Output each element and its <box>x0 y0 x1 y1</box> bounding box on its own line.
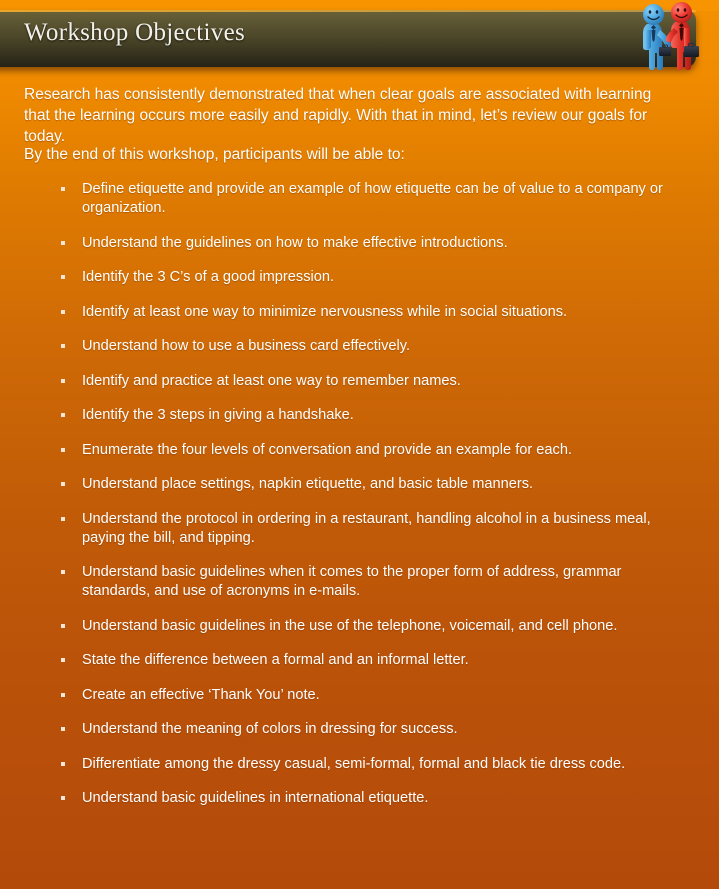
list-item-label: Differentiate among the dressy casual, semi-formal, formal and black tie dress code. <box>82 755 626 772</box>
list-item-label: Create an effective ‘Thank You’ note. <box>82 686 320 703</box>
list-item <box>60 337 690 356</box>
list-item-label: Enumerate the four levels of conversation and provide an example for each. <box>82 441 572 458</box>
list-item <box>60 406 690 425</box>
list-item <box>60 441 690 460</box>
list-item <box>60 268 690 287</box>
list-item-label: Understand the guidelines on how to make effective introductions. <box>82 234 508 251</box>
bullet-square-icon <box>61 275 65 279</box>
list-item-label: State the difference between a formal and an informal letter. <box>82 652 469 668</box>
bullet-square-icon <box>61 517 65 521</box>
list-item <box>60 720 690 739</box>
list-item-label: Understand basic guidelines in international etiquette. <box>82 790 429 806</box>
page-title: Workshop Objectives <box>24 19 246 46</box>
title-bar <box>0 10 696 67</box>
two-businesspeople-handshake-icon <box>634 0 704 72</box>
list-item-label: Identify at least one way to minimize nervousness while in social situations. <box>82 303 568 320</box>
bullet-square-icon <box>61 762 65 766</box>
list-item-label: Understand basic guidelines when it comes to the proper form of address, grammar standards, and use of acronyms in e-mails. <box>82 564 622 599</box>
list-item <box>60 372 690 391</box>
list-item-label: Understand how to use a business card effectively. <box>82 338 411 354</box>
bullet-square-icon <box>61 727 65 731</box>
list-item-label: Identify the 3 steps in giving a handshake. <box>82 407 354 423</box>
list-item <box>60 234 690 253</box>
list-item-label: Understand place settings, napkin etiquette, and basic table manners. <box>82 476 534 492</box>
list-item-label: Identify the 3 C’s of a good impression. <box>82 269 335 285</box>
list-item <box>60 510 690 548</box>
list-item <box>60 686 690 705</box>
bullet-square-icon <box>61 693 65 697</box>
objectives-list <box>60 180 690 824</box>
bullet-square-icon <box>61 796 65 800</box>
bullet-square-icon <box>61 241 65 245</box>
list-item-label: Define etiquette and provide an example of how etiquette can be of value to a company or organization. <box>82 181 663 216</box>
list-item <box>60 755 690 774</box>
bullet-square-icon <box>61 187 65 191</box>
bullet-square-icon <box>61 624 65 628</box>
list-item <box>60 303 690 322</box>
bullet-square-icon <box>61 344 65 348</box>
bullet-square-icon <box>61 448 65 452</box>
bullet-square-icon <box>61 310 65 314</box>
bullet-square-icon <box>61 413 65 417</box>
lead-in-text: By the end of this workshop, participants will be able to: <box>24 146 405 163</box>
list-item-label: Identify and practice at least one way to remember names. <box>82 372 461 389</box>
list-item <box>60 617 690 636</box>
bullet-square-icon <box>61 379 65 383</box>
bullet-square-icon <box>61 482 65 486</box>
bullet-square-icon <box>61 658 65 662</box>
list-item <box>60 789 690 808</box>
list-item-label: Understand the protocol in ordering in a restaurant, handling alcohol in a business meal, paying the bill, and tipping. <box>82 510 651 546</box>
bullet-square-icon <box>61 570 65 574</box>
list-item <box>60 563 690 601</box>
list-item <box>60 475 690 494</box>
intro-paragraph: Research has consistently demonstrated that when clear goals are associated with learning that the learning occurs more easily and rapidly. With that in mind, let’s review our goals for today. <box>24 86 652 145</box>
list-item-label: Understand basic guidelines in the use of the telephone, voicemail, and cell phone. <box>82 617 618 634</box>
list-item <box>60 651 690 670</box>
list-item-label: Understand the meaning of colors in dressing for success. <box>82 721 458 737</box>
list-item <box>60 180 690 218</box>
